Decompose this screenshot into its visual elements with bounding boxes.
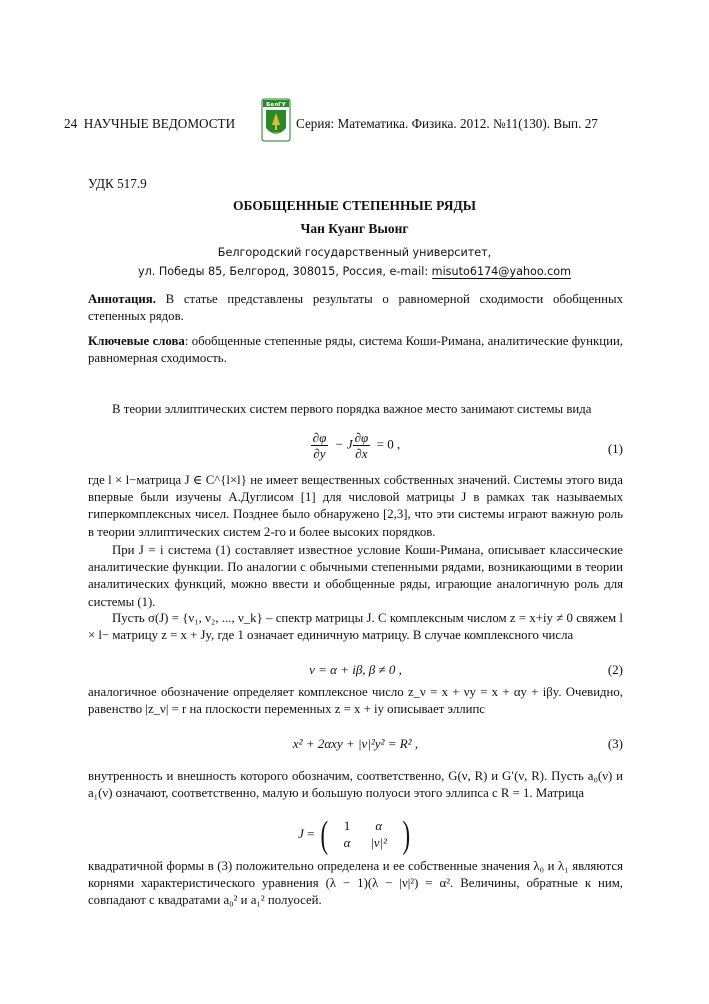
svg-text:1876: 1876 <box>270 132 282 137</box>
paragraph-3: При J = i система (1) составляет известное условие Коши-Римана, описывает классические аналитические функции. По аналогии с обычными степенными рядами, возникающими в теории аналитических функций, можно ввести и обобщенные ряды, играющие аналогичную роль для системы (1). <box>88 543 623 609</box>
header-left <box>64 116 235 132</box>
keywords <box>88 333 623 367</box>
keywords-text: : обобщенные степенные ряды, система Коши-Римана, аналитические функции, равномерная сходимость. <box>88 334 623 365</box>
affiliation-line2: ул. Победы 85, Белгород, 308015, Россия, e-mail: misuto6174@yahoo.com <box>138 265 571 278</box>
equation-3-body: x² + 2αxy + |ν|²y² = R² , <box>292 736 419 751</box>
journal-name: НАУЧНЫЕ ВЕДОМОСТИ <box>83 116 236 131</box>
running-header <box>64 102 644 144</box>
abstract-text: В статье представлены результаты о равномерной сходимости обобщенных степенных рядов. <box>88 292 623 323</box>
equation-2-body: ν = α + iβ, β ≠ 0 , <box>309 662 402 677</box>
page-number: 24 <box>64 116 78 131</box>
paragraph-5: аналогичное обозначение определяет комплексное число z_ν = x + νy = x + αy + iβy. Очевидно, равенство |z_ν| = r на плоскости переменных z = x + iy описывает эллипс <box>88 685 623 717</box>
equation-1: $\frac{\partial\varphi}{\partial y}$ − J $\frac{\partial\varphi}{\partial x}$ = 0 , (1) <box>312 430 623 461</box>
affiliation <box>0 243 709 281</box>
abstract-label: Аннотация. <box>88 292 156 306</box>
matrix-equation: J = ( 1 α α |ν|² ) <box>298 814 411 856</box>
paragraph-2: где l × l−матрица J ∈ C^{l×l} не имеет вещественных собственных значений. Системы этого вида впервые были изучены А.Дуглисом [1] для числовой матрицы J в рамках так называемых гиперкомплексных чисел. Позднее было обнаружено [2,3], что эти системы играют важную роль в теории эллиптических систем 2-го и более высоких порядков. <box>88 473 623 539</box>
paper-title: ОБОБЩЕННЫЕ СТЕПЕННЫЕ РЯДЫ <box>233 198 476 213</box>
equation-3 <box>88 736 623 754</box>
email-link[interactable]: misuto6174@yahoo.com <box>431 265 571 278</box>
equation-3-number: (3) <box>607 736 623 751</box>
belgu-logo-icon <box>261 98 291 142</box>
paragraph-1: В теории эллиптических систем первого порядка важное место занимают системы вида <box>112 402 592 416</box>
paragraph-4: Пусть σ(J) = {ν₁, ν₂, ..., ν_k} – спектр матрицы J. С комплексным числом z = x+iy ≠ 0 свяжем l × l− матрицу z = x + Jy, где 1 означает единичную матрицу. В случае комплексного числа <box>88 611 623 643</box>
abstract <box>88 291 623 325</box>
paragraph-7: квадратичной формы в (3) положительно определена и ее собственные значения λ₀ и λ₁ являются корнями характеристического уравнения (λ − 1)(λ − |ν|²) = α². Величины, обратные к ним, совпадают с квадратами a₀² и a₁² полуосей. <box>88 859 623 908</box>
svg-text:БелГУ: БелГУ <box>266 102 286 108</box>
equation-2 <box>88 662 623 680</box>
equation-1-number: (1) <box>607 441 623 456</box>
author-name: Чан Куанг Выонг <box>300 221 409 236</box>
paragraph-6: внутренность и внешность которого обозначим, соответственно, G(ν, R) и G′(ν, R). Пусть a₀(ν) и a₁(ν) означают, соответственно, малую и большую полуоси этого эллипса с R = 1. Матрица <box>88 769 623 801</box>
keywords-label: Ключевые слова <box>88 334 185 348</box>
udk-code: УДК 517.9 <box>88 176 147 191</box>
header-series: Серия: Математика. Физика. 2012. №11(130). Вып. 27 <box>296 116 598 131</box>
affiliation-line1: Белгородский государственный университет, <box>217 246 492 259</box>
equation-2-number: (2) <box>607 662 623 677</box>
